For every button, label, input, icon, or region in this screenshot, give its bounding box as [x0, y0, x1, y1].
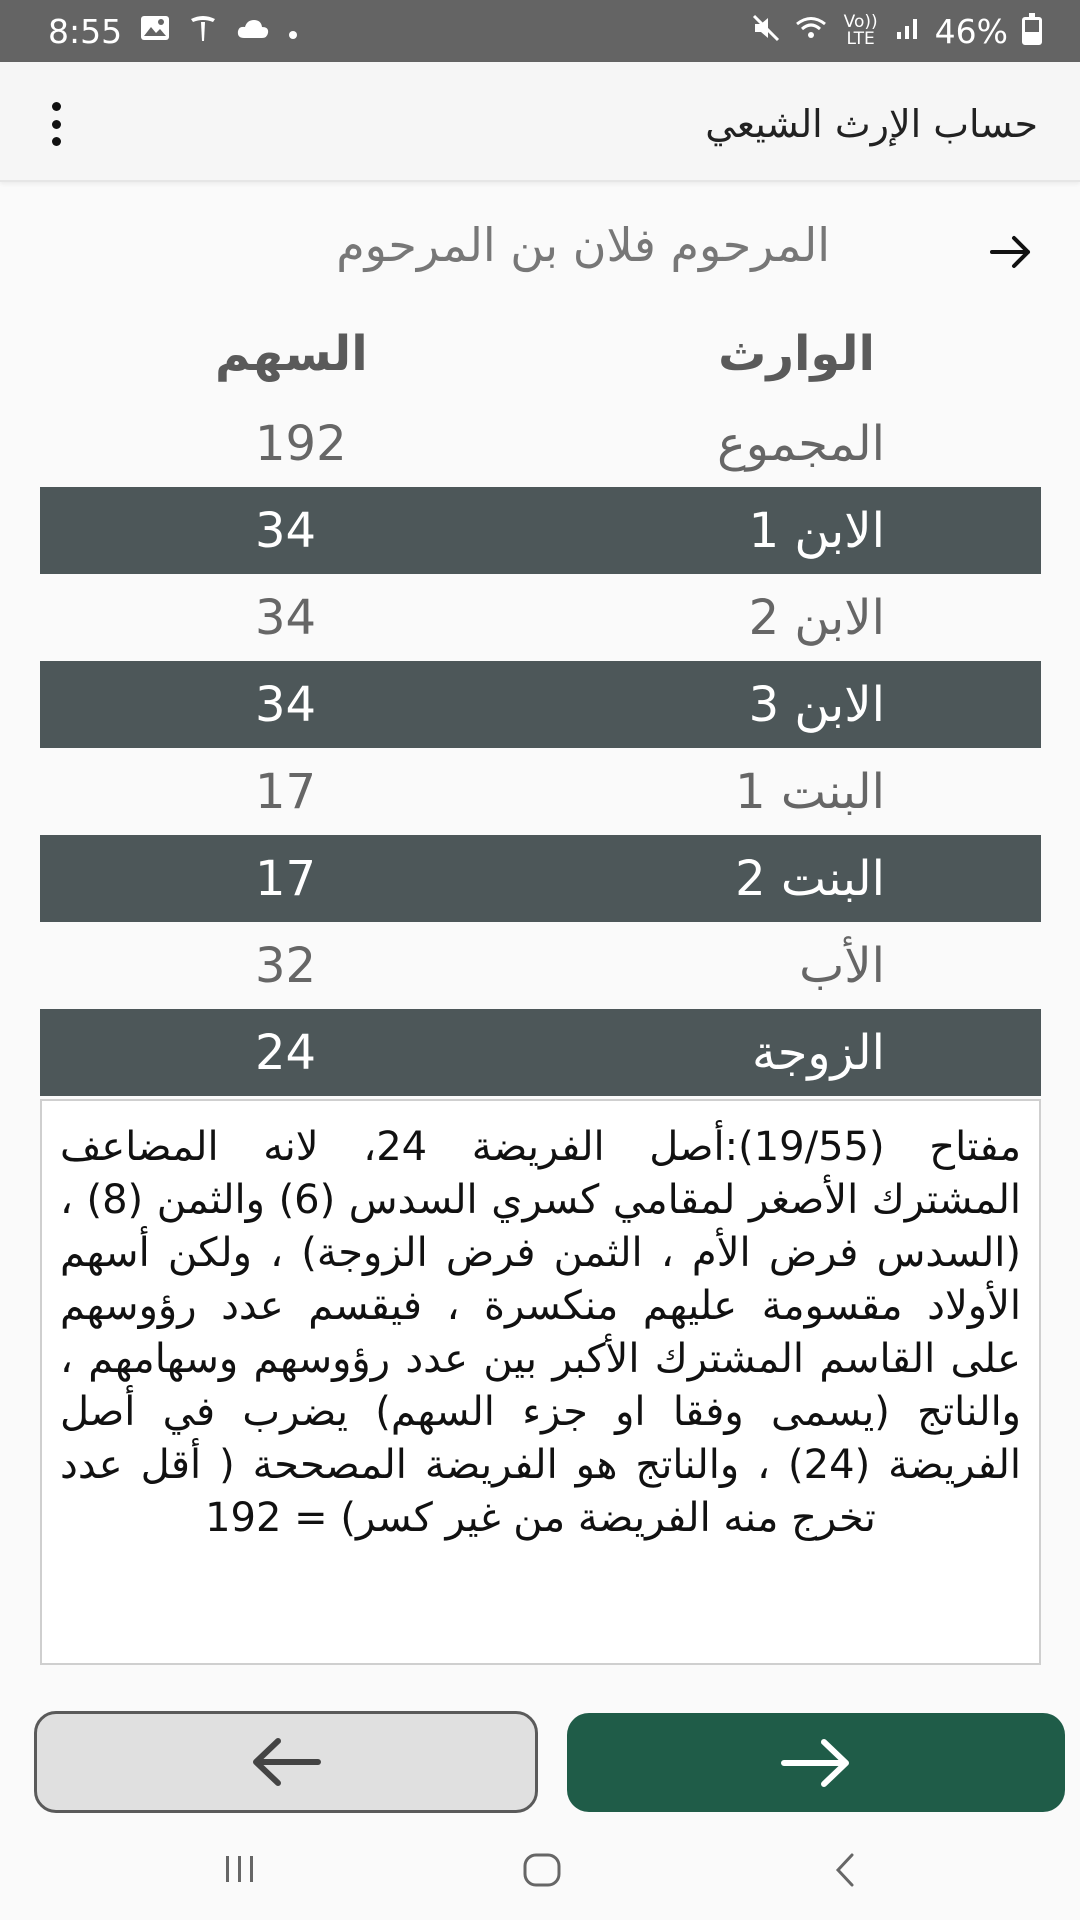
- signal-icon: [895, 16, 921, 46]
- heirs-table: [40, 400, 1041, 1096]
- heir-name: الابن 3: [748, 677, 885, 733]
- heir-name: الابن 2: [748, 590, 885, 646]
- mute-icon: [751, 13, 781, 49]
- heir-share: 34: [255, 677, 317, 733]
- heir-share: 34: [255, 590, 317, 646]
- deceased-name: المرحوم فلان بن المرحوم: [336, 218, 830, 272]
- arrow-left-icon: [248, 1737, 324, 1787]
- arrow-right-icon[interactable]: [988, 232, 1034, 272]
- heir-share: 34: [255, 503, 317, 559]
- arrow-right-icon: [778, 1738, 854, 1788]
- heir-name: البنت 2: [735, 851, 885, 907]
- heir-name: الأب: [799, 938, 885, 994]
- back-button[interactable]: [34, 1711, 538, 1813]
- heir-name: المجموع: [717, 416, 885, 472]
- network-label: Vo)) LTE: [843, 12, 878, 49]
- table-row: [40, 922, 1041, 1009]
- heir-name: الزوجة: [751, 1025, 885, 1081]
- home-icon[interactable]: [522, 1850, 562, 1890]
- next-button[interactable]: [567, 1713, 1065, 1812]
- heir-share: 17: [255, 764, 317, 820]
- cloud-icon: [236, 16, 270, 46]
- status-right: [751, 12, 1042, 51]
- heir-share: 192: [255, 416, 347, 472]
- explanation-text: مفتاح (19/55):أصل الفريضة 24، لانه المضاعف المشترك الأصغر لمقامي كسري السدس (6) والثمن (8) ، (السدس فرض الأم ، الثمن فرض الزوجة) ، ولكن أسهم الأولاد مقسومة عليهم منكسرة ، فيقسم عدد رؤوسهم على القاسم المشترك الأكبر بين عدد رؤوسهم وسهامهم ، والناتج (يسمى وفقا او جزء السهم) يضرب في أصل الفريضة (24) ، والناتج هو الفريضة المصححة ( أقل عدد تخرج منه الفريضة من غير كسر) = 192: [60, 1124, 1021, 1541]
- wifi-icon: [795, 15, 827, 47]
- table-row: [40, 748, 1041, 835]
- table-row: [40, 661, 1041, 748]
- explanation-box: [40, 1099, 1041, 1665]
- table-row: [40, 574, 1041, 661]
- tesla-icon: [188, 13, 218, 49]
- table-row: [40, 400, 1041, 487]
- dot-icon: [288, 16, 298, 46]
- status-time: 8:55: [48, 11, 123, 51]
- more-vert-icon[interactable]: [38, 102, 74, 146]
- share-column-header: السهم: [215, 326, 368, 382]
- heir-name: البنت 1: [735, 764, 885, 820]
- status-left: [48, 12, 298, 51]
- app-bar: [0, 62, 1080, 182]
- heir-column-header: الوارث: [718, 326, 875, 382]
- back-icon[interactable]: [830, 1852, 860, 1888]
- gallery-icon: [140, 15, 170, 47]
- table-row: [40, 1009, 1041, 1096]
- table-row: [40, 835, 1041, 922]
- recents-icon[interactable]: [220, 1854, 260, 1884]
- app-title: حساب الإرث الشيعي: [705, 102, 1038, 146]
- status-bar: [0, 0, 1080, 62]
- heir-share: 17: [255, 851, 317, 907]
- table-row: [40, 487, 1041, 574]
- battery-percent: 46%: [934, 11, 1008, 51]
- heir-share: 32: [255, 938, 317, 994]
- system-nav-bar: [0, 1820, 1080, 1920]
- battery-icon: [1022, 17, 1042, 45]
- heir-name: الابن 1: [748, 503, 885, 559]
- heir-share: 24: [255, 1025, 317, 1081]
